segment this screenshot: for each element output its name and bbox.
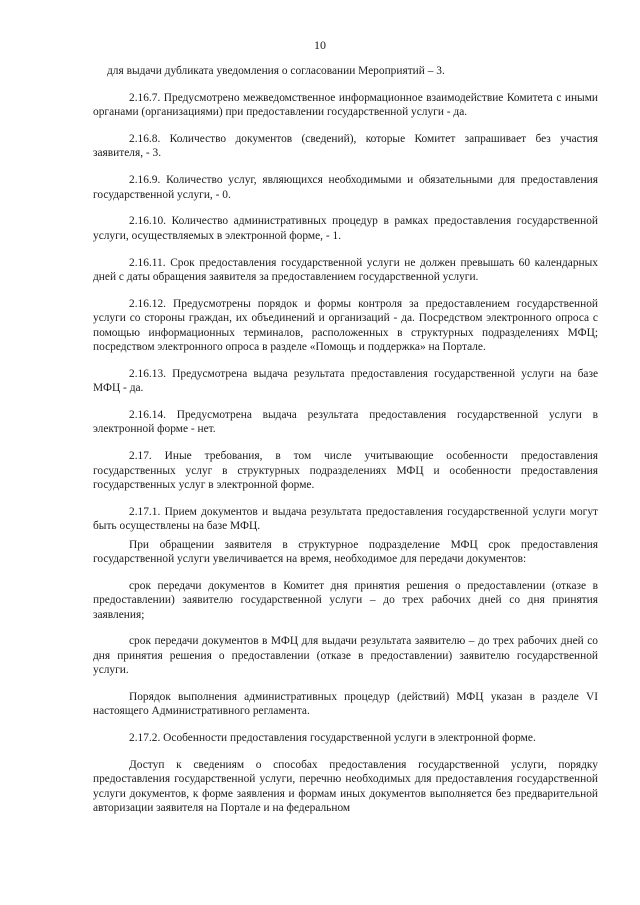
paragraph-2-16-13: 2.16.13. Предусмотрена выдача результата предоставления государственной услуги на базе МФЦ - да. [93,367,598,395]
paragraph-2-17-1: 2.17.1. Прием документов и выдача результата предоставления государственной услуги могут быть осуществлены на базе МФЦ. [93,505,598,533]
paragraph-2-16-9: 2.16.9. Количество услуг, являющихся необходимыми и обязательными для предоставления государственной услуги, - 0. [93,174,598,201]
paragraph-continuation: для выдачи дубликата уведомления о согласовании Мероприятий – 3. [107,65,445,77]
paragraph-transfer-to-committee: срок передачи документов в Комитет дня принятия решения о предоставлении (отказе в предоставлении) заявителю государственной услуги – до трех рабочих дней со дня принятия заявления; [93,579,598,621]
paragraph-2-16-10: 2.16.10. Количество административных процедур в рамках предоставления государственной услуги, осуществляемых в электронной форме, - 1. [93,215,598,242]
paragraph-2-17-2: 2.17.2. Особенности предоставления государственной услуги в электронной форме. [129,732,536,745]
paragraph-procedure-order: Порядок выполнения административных процедур (действий) МФЦ указан в разделе VI настоящего Административного регламента. [93,691,598,718]
paragraph-2-16-7: 2.16.7. Предусмотрено межведомственное информационное взаимодействие Комитета с иными органами (организациями) при предоставлении государственной услуги - да. [93,91,598,119]
paragraph-transfer-to-mfc: срок передачи документов в МФЦ для выдачи результата заявителю – до трех рабочих дней со дня принятия решения о предоставлении (отказе в предоставлении) заявителю государственной услуги. [93,635,598,677]
document-body [93,64,598,816]
paragraph-2-17: 2.17. Иные требования, в том числе учитывающие особенности предоставления государственных услуг в структурных подразделениях МФЦ и особенности предоставления государственных услуг в электронной форме. [93,450,598,492]
paragraph-mfc-deadline: При обращении заявителя в структурное подразделение МФЦ срок предоставления государственной услуги увеличивается на время, необходимое для передачи документов: [93,538,598,566]
paragraph-2-16-11: 2.16.11. Срок предоставления государственной услуги не должен превышать 60 календарных дней с даты обращения заявителя за предоставлением государственной услуги. [93,256,598,284]
paragraph-2-16-12: 2.16.12. Предусмотрены порядок и формы контроля за предоставлением государственной услуги со стороны граждан, их объединений и организаций - да. Посредством электронного опроса с помощью информационных терминалов, расположенных в структурных подразделениях МФЦ; посредством электронного опроса в разделе «Помощь и поддержка» на Портале. [93,297,598,354]
paragraph-2-16-14: 2.16.14. Предусмотрена выдача результата предоставления государственной услуги в электронной форме - нет. [93,409,598,436]
paragraph-2-16-8: 2.16.8. Количество документов (сведений), которые Комитет запрашивает без участия заявителя, - 3. [93,133,598,160]
page-number: 10 [314,38,326,52]
paragraph-electronic-access: Доступ к сведениям о способах предоставления государственной услуги, порядку предоставления государственной услуги, перечню необходимых для предоставления государственной услуги документов, к форме заявления и формам иных документов выполняется без предварительной авторизации заявителя на Портале и на федеральном [93,759,598,815]
